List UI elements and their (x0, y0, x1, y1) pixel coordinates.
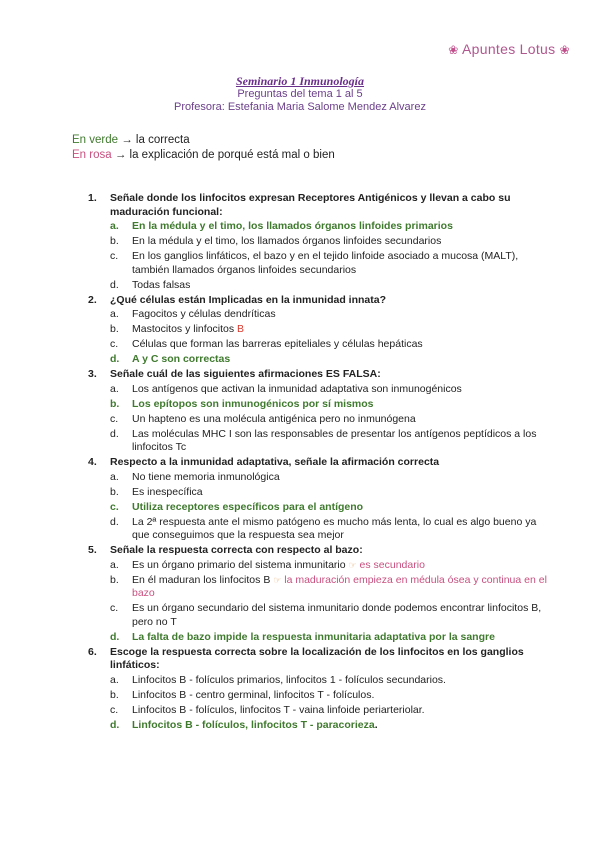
option (110, 235, 548, 249)
option-text: A y C son correctas (132, 353, 231, 365)
option (110, 674, 548, 688)
document-header (0, 74, 600, 114)
option-text: Mastocitos y linfocitos (132, 323, 235, 335)
question-number: 4. (88, 456, 97, 468)
option-letter: d. (110, 718, 120, 731)
option-correct (110, 398, 548, 412)
question-1 (88, 192, 548, 292)
option-text: Todas falsas (132, 278, 191, 291)
option (110, 338, 548, 352)
question-number: 6. (88, 645, 97, 658)
option (110, 323, 548, 337)
option-text: En los ganglios linfáticos, el bazo y en el tejido linfoide asociado a mucosa (MALT), también llamados órganos linfoides secundarios (132, 250, 519, 276)
option-letter: b. (110, 235, 119, 247)
question-number: 5. (88, 544, 97, 556)
option (110, 383, 548, 397)
option (110, 704, 548, 718)
document-subtitle: Preguntas del tema 1 al 5 (237, 88, 363, 100)
option-text: Es un órgano secundario del sistema inmunitario donde podemos encontrar linfocitos B, pero no T (132, 602, 542, 628)
option-text: En él maduran los linfocitos B (132, 573, 271, 586)
option-letter: b. (110, 485, 119, 498)
option-letter: d. (110, 630, 120, 643)
option (110, 428, 548, 455)
option-text: Los antígenos que activan la inmunidad adaptativa son inmunogénicos (132, 382, 462, 395)
option-letter: a. (110, 673, 119, 686)
legend-pink-word: En rosa (72, 149, 112, 161)
legend-pink-text: → la explicación de porqué está mal o bien (111, 149, 335, 161)
question-number: 2. (88, 293, 97, 306)
lotus-icon: ❀ (559, 43, 570, 57)
question-text: Escoge la respuesta correcta sobre la localización de los linfocitos en los ganglios linfáticos: (110, 645, 524, 671)
option-explanation: la maduración empieza en médula ósea y continua en el bazo (132, 573, 547, 599)
question-text: ¿Qué células están Implicadas en la inmunidad innata? (110, 293, 386, 306)
option-text: Linfocitos B - centro germinal, linfocitos T - folículos. (132, 688, 375, 701)
color-legend (72, 133, 335, 163)
option-text: Utiliza receptores específicos para el antígeno (132, 500, 364, 513)
option (110, 279, 548, 293)
legend-pink (72, 148, 335, 163)
legend-green (72, 133, 335, 148)
document-professor: Profesora: Estefania Maria Salome Mendez Alvarez (174, 101, 426, 113)
option-list (110, 383, 548, 455)
option-list (110, 559, 548, 645)
option-explanation: es secundario (359, 558, 425, 571)
option-letter: c. (110, 500, 119, 513)
option (110, 250, 548, 277)
option-letter: d. (110, 515, 119, 528)
option-list (110, 674, 548, 733)
question-text: Señale cuál de las siguientes afirmaciones ES FALSA: (110, 368, 381, 380)
option-letter: c. (110, 250, 119, 262)
option-correct (110, 353, 548, 367)
option-letter: a. (110, 382, 119, 395)
option-text: En la médula y el timo, los llamados órganos linfoides primarios (132, 220, 453, 232)
option-letter: a. (110, 308, 119, 320)
option-letter: a. (110, 558, 119, 571)
legend-green-text: → la correcta (118, 134, 190, 146)
option (110, 413, 548, 427)
option (110, 559, 548, 573)
option-text: La 2ª respuesta ante el mismo patógeno es mucho más lenta, lo cual es algo bueno ya que conseguimos que la respuesta sea mejor (132, 515, 537, 541)
question-number: 1. (88, 192, 97, 204)
option-text: Los epítopos son inmunogénicos por sí mismos (132, 397, 374, 410)
question-text: Respecto a la inmunidad adaptativa, señale la afirmación correcta (110, 456, 440, 468)
option (110, 308, 548, 322)
option-letter: d. (110, 427, 119, 440)
option-list (110, 220, 548, 292)
option-suffix: . (374, 718, 378, 731)
option-correct (110, 631, 548, 645)
option-text: Es inespecífica (132, 485, 203, 498)
option-list (110, 471, 548, 543)
option (110, 574, 548, 601)
option-text: Linfocitos B - folículos primarios, linfocitos 1 - folículos secundarios. (132, 673, 446, 686)
question-2 (88, 294, 548, 367)
option-correct (110, 501, 548, 515)
option-letter: d. (110, 278, 119, 291)
option (110, 602, 548, 629)
option-letter: c. (110, 412, 119, 425)
option-letter: c. (110, 703, 119, 716)
option-letter: b. (110, 323, 119, 335)
option-text: Linfocitos B - folículos, linfocitos T - vaina linfoide periarteriolar. (132, 703, 425, 716)
lotus-icon: ❀ (448, 43, 459, 57)
option-letter: a. (110, 220, 119, 232)
option-letter: c. (110, 338, 119, 350)
brand-label: Apuntes Lotus (462, 41, 556, 57)
option-text: Un hapteno es una molécula antigénica pero no inmunógena (132, 412, 416, 425)
option-correct (110, 220, 548, 234)
option-correct (110, 719, 548, 733)
option-text: Fagocitos y células dendríticas (132, 308, 276, 320)
pointing-hand-icon: ☞ (273, 574, 282, 585)
option-text: La falta de bazo impide la respuesta inmunitaria adaptativa por la sangre (132, 630, 495, 643)
option-text: Linfocitos B - folículos, linfocitos T - paracorieza (132, 718, 375, 731)
legend-green-word: En verde (72, 134, 119, 146)
option-letter: d. (110, 353, 120, 365)
option-letter: b. (110, 573, 119, 586)
option (110, 471, 548, 485)
option-text: Es un órgano primario del sistema inmunitario (132, 558, 346, 571)
pointing-hand-icon: ☞ (348, 559, 357, 570)
question-number: 3. (88, 368, 97, 380)
option-text: Las moléculas MHC I son las responsables de presentar los antígenos peptídicos a los linfocitos Tc (132, 427, 537, 453)
question-5 (88, 544, 548, 644)
option (110, 516, 548, 543)
option (110, 486, 548, 500)
option-letter: b. (110, 688, 119, 701)
option-text: Células que forman las barreras epiteliales y células hepáticas (132, 338, 423, 350)
brand-logo (448, 41, 570, 57)
question-list (88, 192, 548, 734)
question-3 (88, 368, 548, 455)
option-letter: a. (110, 470, 119, 483)
option-letter: c. (110, 602, 119, 614)
question-4 (88, 456, 548, 543)
option-text: En la médula y el timo, los llamados órganos linfoides secundarios (132, 235, 442, 247)
question-text: Señale la respuesta correcta con respecto al bazo: (110, 544, 363, 556)
question-6 (88, 646, 548, 733)
question-text: Señale donde los linfocitos expresan Receptores Antigénicos y llevan a cabo su maduración funcional: (110, 192, 511, 218)
option-text: No tiene memoria inmunológica (132, 470, 280, 483)
option-note: B (237, 323, 245, 335)
option-list (110, 308, 548, 367)
document-title: Seminario 1 Inmunología (235, 74, 365, 88)
option-letter: b. (110, 397, 120, 410)
option (110, 689, 548, 703)
